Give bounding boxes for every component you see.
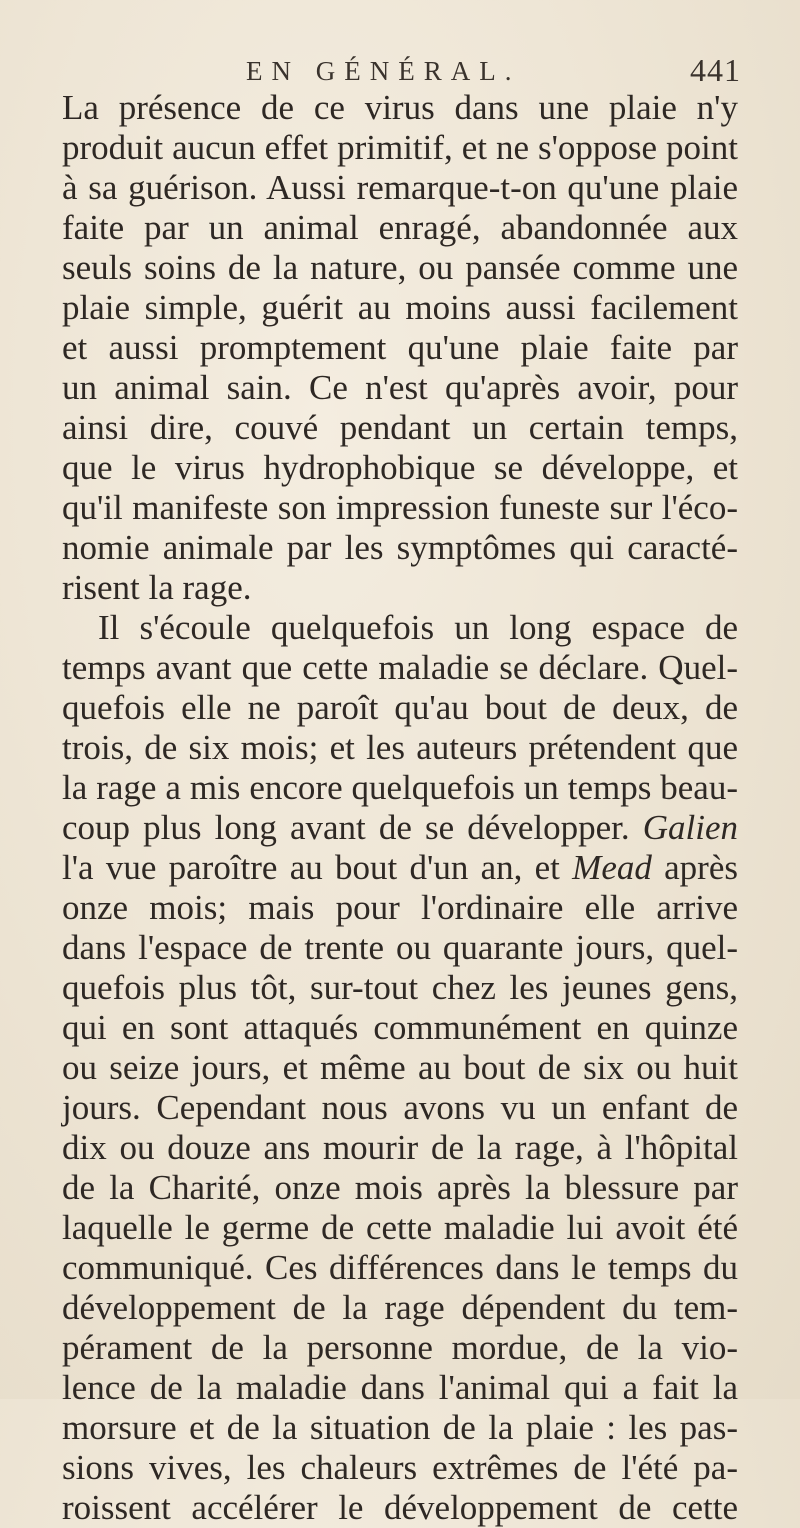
text-line: laquelle le germe de cette maladie lui avoit été <box>62 1208 738 1247</box>
text-line: de la Charité, onze mois après la blessure par <box>62 1168 738 1207</box>
text-line: pérament de la personne mordue, de la vio- <box>62 1328 738 1367</box>
text-line: nomie animale par les symptômes qui caracté- <box>62 528 738 567</box>
text-line: l'a vue paroître au bout d'un an, et Mead après <box>62 848 738 887</box>
page-header <box>0 50 800 90</box>
text-line: quefois plus tôt, sur-tout chez les jeunes gens, <box>62 968 738 1007</box>
text-line: ou seize jours, et même au bout de six ou huit <box>62 1048 738 1087</box>
text-line: sions vives, les chaleurs extrêmes de l'été pa- <box>62 1448 738 1487</box>
text-line: seuls soins de la nature, ou pansée comme une <box>62 248 738 287</box>
text-line: que le virus hydrophobique se développe, et <box>62 448 738 487</box>
text-line: produit aucun effet primitif, et ne s'oppose point <box>62 128 738 167</box>
text-line: un animal sain. Ce n'est qu'après avoir, pour <box>62 368 738 407</box>
text-line: qu'il manifeste son impression funeste sur l'éco- <box>62 488 738 527</box>
paragraph <box>62 608 738 1528</box>
text-line: coup plus long avant de se développer. Galien <box>62 808 738 847</box>
text-line: ainsi dire, couvé pendant un certain temps, <box>62 408 738 447</box>
page-number: 441 <box>690 52 741 88</box>
text-line: à sa guérison. Aussi remarque-t-on qu'une plaie <box>62 168 738 207</box>
text-line: temps avant que cette maladie se déclare. Quel- <box>62 648 738 687</box>
text-line: jours. Cependant nous avons vu un enfant de <box>62 1088 738 1127</box>
text-line: lence de la maladie dans l'animal qui a fait la <box>62 1368 738 1407</box>
text-line: onze mois; mais pour l'ordinaire elle arrive <box>62 888 738 927</box>
text-line: communiqué. Ces différences dans le temps du <box>62 1248 738 1287</box>
text-line: dix ou douze ans mourir de la rage, à l'hôpital <box>62 1128 738 1167</box>
text-line: la rage a mis encore quelquefois un temps beau- <box>62 768 738 807</box>
text-line: trois, de six mois; et les auteurs prétendent que <box>62 728 738 767</box>
paragraph <box>62 88 738 608</box>
text-line: morsure et de la situation de la plaie : les pas- <box>62 1408 738 1447</box>
text-line: risent la rage. <box>62 568 252 607</box>
text-line: Il s'écoule quelquefois un long espace de <box>98 608 738 647</box>
text-line: faite par un animal enragé, abandonnée aux <box>62 208 738 247</box>
text-line: dans l'espace de trente ou quarante jours, quel- <box>62 928 738 967</box>
text-line: et aussi promptement qu'une plaie faite par <box>62 328 738 367</box>
italic-name: Galien <box>642 808 738 847</box>
text-line: qui en sont attaqués communément en quinze <box>62 1008 738 1047</box>
text-line: roissent accélérer le développement de cette <box>62 1488 738 1527</box>
text-line: quefois elle ne paroît qu'au bout de deux, de <box>62 688 738 727</box>
running-head: EN GÉNÉRAL. <box>246 56 521 86</box>
italic-name: Mead <box>572 848 652 887</box>
text-line: plaie simple, guérit au moins aussi facilement <box>62 288 738 327</box>
text-line: La présence de ce virus dans une plaie n'y <box>62 88 738 127</box>
text-line: développement de la rage dépendent du tem- <box>62 1288 738 1327</box>
body-text <box>62 88 738 1528</box>
